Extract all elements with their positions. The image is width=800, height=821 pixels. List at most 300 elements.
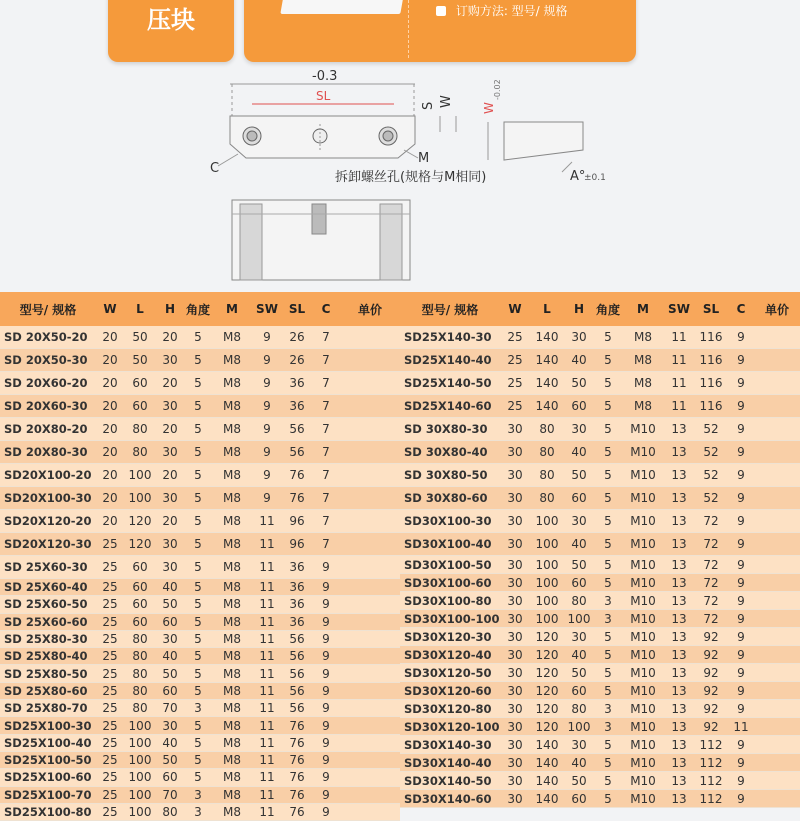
table-cell: M8 [212,441,252,464]
table-cell: 60 [564,682,594,700]
table-cell: 92 [694,664,728,682]
table-cell [754,510,800,533]
table-cell [754,628,800,646]
table-row [0,487,400,510]
table-row [400,628,800,646]
table-cell: 9 [728,592,754,610]
table-cell: 30 [500,682,530,700]
table-cell: 56 [282,648,312,665]
table-cell: 9 [252,349,282,372]
table-cell [340,734,400,751]
table-cell: 7 [312,395,340,418]
table-cell: 112 [694,772,728,790]
table-cell: 100 [124,803,156,820]
column-header: 角度 [594,292,622,326]
table-cell: 13 [664,441,694,464]
table-cell: 30 [500,646,530,664]
table-cell [754,418,800,441]
table-cell: 80 [156,803,184,820]
table-cell: 30 [500,592,530,610]
table-cell: 40 [156,734,184,751]
table-cell: 9 [728,790,754,808]
table-cell: 72 [694,574,728,592]
table-cell: 5 [594,628,622,646]
table-row [400,487,800,510]
table-cell: 9 [728,628,754,646]
column-header: 角度 [184,292,212,326]
table-cell: 100 [124,717,156,734]
table-cell: 60 [124,579,156,596]
model-cell: SD 20X80-20 [0,418,96,441]
bullet-icon [436,6,446,16]
table-cell: 25 [96,613,124,630]
table-cell: 9 [312,751,340,768]
table-cell [340,349,400,372]
table-cell: 50 [564,772,594,790]
table-cell: 30 [156,487,184,510]
table-cell [754,610,800,628]
table-cell [340,372,400,395]
table-cell: 9 [312,700,340,717]
table-cell: 40 [564,349,594,372]
table-cell: M8 [212,613,252,630]
table-cell: 9 [728,533,754,556]
table-cell: 116 [694,349,728,372]
table-header [400,292,800,326]
table-cell: 30 [156,441,184,464]
table-cell: 76 [282,803,312,820]
table-cell: 5 [184,418,212,441]
model-cell: SD 20X80-30 [0,441,96,464]
table-cell: 5 [184,372,212,395]
table-cell [340,326,400,349]
column-header: 单价 [754,292,800,326]
table-cell: 5 [184,751,212,768]
table-row [400,464,800,487]
table-cell: 13 [664,592,694,610]
table-cell: 9 [312,682,340,699]
table-header [0,292,400,326]
table-cell: 11 [664,349,694,372]
table-cell: 5 [594,574,622,592]
table-cell: M8 [212,372,252,395]
table-cell: 9 [728,487,754,510]
table-cell: 112 [694,736,728,754]
model-cell: SD25X140-60 [400,395,500,418]
table-cell: 5 [184,596,212,613]
table-cell [340,803,400,820]
table-cell: 13 [664,646,694,664]
model-cell: SD 25X80-40 [0,648,96,665]
table-cell: 76 [282,734,312,751]
table-cell: 9 [312,786,340,803]
table-cell: 60 [124,596,156,613]
table-cell: 80 [124,441,156,464]
table-cell: 9 [252,372,282,395]
table-cell: 7 [312,418,340,441]
table-cell: 100 [564,718,594,736]
table-cell: 92 [694,700,728,718]
table-cell: 80 [564,700,594,718]
model-cell: SD 30X80-60 [400,487,500,510]
table-cell: 9 [728,700,754,718]
table-cell: M8 [212,700,252,717]
table-cell: 20 [156,418,184,441]
model-cell: SD20X120-20 [0,510,96,533]
model-cell: SD 20X60-20 [0,372,96,395]
table-cell: M8 [212,418,252,441]
table-cell: 30 [564,628,594,646]
table-cell: 120 [530,700,564,718]
table-cell: 30 [500,510,530,533]
table-cell: 11 [252,510,282,533]
table-cell: 30 [500,441,530,464]
table-cell: M10 [622,700,664,718]
model-cell: SD20X100-20 [0,464,96,487]
model-cell: SD30X120-100 [400,718,500,736]
table-cell: 13 [664,628,694,646]
model-cell: SD30X100-40 [400,533,500,556]
table-cell: 25 [96,556,124,579]
table-cell: 11 [728,718,754,736]
table-row [0,510,400,533]
table-cell: 140 [530,372,564,395]
table-cell: 9 [252,441,282,464]
table-cell [340,751,400,768]
dim-c: C [210,161,220,176]
table-cell [754,349,800,372]
table-cell: 5 [184,326,212,349]
table-cell: 30 [500,418,530,441]
column-header: SL [282,292,312,326]
table-cell: 40 [156,648,184,665]
table-cell [340,682,400,699]
table-cell: 80 [124,700,156,717]
column-header: H [564,292,594,326]
table-cell: 25 [96,751,124,768]
table-cell: 3 [594,592,622,610]
table-cell: 40 [564,533,594,556]
table-cell: 20 [96,395,124,418]
table-row [0,326,400,349]
table-cell: 25 [96,803,124,820]
table-cell: 52 [694,441,728,464]
table-cell: 72 [694,556,728,574]
table-cell: 100 [530,610,564,628]
table-cell: 11 [252,648,282,665]
table-cell: M10 [622,556,664,574]
table-cell: 9 [728,510,754,533]
table-cell: 9 [728,441,754,464]
table-row [400,790,800,808]
model-cell: SD30X120-60 [400,682,500,700]
spec-table-right [400,292,800,806]
table-cell: 30 [500,754,530,772]
table-cell: 3 [594,718,622,736]
table-cell: 5 [594,441,622,464]
table-cell: 3 [184,786,212,803]
table-cell: 11 [252,533,282,556]
table-cell: 20 [156,372,184,395]
technical-drawing [0,70,800,290]
table-cell: 96 [282,533,312,556]
table-cell: M8 [212,630,252,647]
table-cell: 9 [728,754,754,772]
table-cell: M8 [212,326,252,349]
card-title: 压块 [147,6,195,34]
column-header: H [156,292,184,326]
table-row [0,717,400,734]
table-cell: 5 [184,734,212,751]
table-cell: 80 [530,418,564,441]
table-cell: M10 [622,441,664,464]
dim-a: A° [570,169,586,184]
table-cell: 80 [124,630,156,647]
table-cell: 72 [694,592,728,610]
table-cell: 50 [564,556,594,574]
table-row [0,372,400,395]
table-row [400,754,800,772]
table-row [400,326,800,349]
table-cell [754,395,800,418]
model-cell: SD30X100-100 [400,610,500,628]
table-cell: M8 [212,769,252,786]
table-cell: 13 [664,772,694,790]
table-cell: 80 [530,441,564,464]
table-cell: 25 [96,786,124,803]
model-cell: SD 25X80-50 [0,665,96,682]
table-cell: 30 [500,533,530,556]
table-row [400,418,800,441]
model-cell: SD 25X60-40 [0,579,96,596]
table-cell: 25 [500,349,530,372]
table-cell: 25 [500,372,530,395]
table-cell: 25 [500,326,530,349]
table-cell: 9 [252,395,282,418]
model-cell: SD25X140-30 [400,326,500,349]
column-header: 单价 [340,292,400,326]
table-cell: 140 [530,754,564,772]
model-cell: SD30X120-50 [400,664,500,682]
table-cell: 13 [664,574,694,592]
table-cell: 30 [500,628,530,646]
table-cell: 25 [96,665,124,682]
model-cell: SD25X140-40 [400,349,500,372]
table-cell: 7 [312,349,340,372]
table-cell: 56 [282,630,312,647]
table-cell: 116 [694,326,728,349]
table-cell: M8 [212,665,252,682]
table-cell: 3 [594,610,622,628]
dim-w-tolerance: -0.02 [493,79,502,100]
table-cell: 60 [564,574,594,592]
table-cell: M10 [622,418,664,441]
table-cell: 92 [694,718,728,736]
table-cell: 76 [282,786,312,803]
table-cell: 60 [156,769,184,786]
table-cell: 11 [252,556,282,579]
table-cell [340,510,400,533]
table-row [0,769,400,786]
table-cell: 50 [564,664,594,682]
table-cell: 13 [664,700,694,718]
table-cell: 30 [500,664,530,682]
table-cell: 9 [312,734,340,751]
table-cell: 9 [728,574,754,592]
table-cell: 5 [184,487,212,510]
table-cell [754,754,800,772]
column-header: M [212,292,252,326]
table-cell [754,574,800,592]
column-header: SL [694,292,728,326]
table-cell: 40 [564,754,594,772]
table-cell: M8 [212,395,252,418]
table-cell: 9 [312,579,340,596]
table-cell: 76 [282,487,312,510]
table-cell: M10 [622,790,664,808]
table-cell: 72 [694,533,728,556]
table-cell: 11 [252,596,282,613]
table-cell: 7 [312,326,340,349]
table-cell: 30 [500,610,530,628]
table-cell: M10 [622,682,664,700]
table-cell: 60 [156,613,184,630]
table-row [0,533,400,556]
table-cell: M10 [622,510,664,533]
table-cell: 5 [594,533,622,556]
table-cell [754,790,800,808]
table-cell: 25 [96,734,124,751]
table-cell: 5 [184,682,212,699]
table-cell: 50 [156,665,184,682]
table-cell: 70 [156,700,184,717]
table-cell: 5 [594,754,622,772]
table-cell: 92 [694,682,728,700]
table-row [400,395,800,418]
table-cell: 9 [252,487,282,510]
table-cell: 5 [184,579,212,596]
table-cell [754,556,800,574]
table-cell: 11 [252,682,282,699]
table-cell: M10 [622,533,664,556]
model-cell: SD30X120-30 [400,628,500,646]
table-cell: 20 [96,418,124,441]
column-header: 型号/ 规格 [400,292,500,326]
table-cell [340,418,400,441]
table-cell: 30 [564,326,594,349]
table-cell [754,736,800,754]
table-cell: 120 [530,646,564,664]
table-cell: 11 [252,717,282,734]
table-cell: 100 [530,533,564,556]
table-cell: 11 [252,665,282,682]
table-cell: 40 [564,646,594,664]
table-cell [340,648,400,665]
table-cell: 20 [96,441,124,464]
table-cell: 9 [312,717,340,734]
order-method-text: 订购方法: 型号/ 规格 [455,4,568,18]
leader-m [404,150,418,158]
model-cell: SD 25X80-30 [0,630,96,647]
leader-c [218,154,238,166]
table-cell: 80 [124,418,156,441]
table-cell: 11 [252,751,282,768]
model-cell: SD 30X80-30 [400,418,500,441]
table-cell: 11 [664,372,694,395]
table-cell: 30 [156,630,184,647]
table-row [0,596,400,613]
table-cell: 80 [124,682,156,699]
table-cell: 50 [124,349,156,372]
table-cell: 5 [594,487,622,510]
table-cell: 80 [124,648,156,665]
table-cell: 80 [124,665,156,682]
table-cell: 5 [184,630,212,647]
table-cell: M8 [212,682,252,699]
table-cell: 52 [694,487,728,510]
table-cell [754,464,800,487]
table-cell: M8 [212,510,252,533]
model-cell: SD25X100-60 [0,769,96,786]
table-cell: 112 [694,754,728,772]
table-cell: 9 [312,596,340,613]
table-cell [340,665,400,682]
dim-w-side: W [482,102,496,114]
table-row [0,464,400,487]
table-cell: M8 [212,734,252,751]
table-cell: 72 [694,510,728,533]
table-row [400,574,800,592]
table-cell: 5 [184,648,212,665]
table-cell: 25 [96,533,124,556]
table-cell: 5 [594,790,622,808]
table-cell: 3 [184,803,212,820]
table-cell: 7 [312,510,340,533]
table-cell: 7 [312,441,340,464]
table-row [0,751,400,768]
table-cell: 76 [282,717,312,734]
table-cell: 5 [184,464,212,487]
table-cell: 100 [124,786,156,803]
table-cell: 120 [530,628,564,646]
section-hatch-right [380,204,402,280]
model-cell: SD25X100-80 [0,803,96,820]
table-cell: 60 [156,682,184,699]
table-cell: 140 [530,349,564,372]
header-area [0,0,800,70]
table-cell: 25 [96,596,124,613]
table-cell: 26 [282,326,312,349]
table-cell: 13 [664,487,694,510]
table-cell: 11 [252,734,282,751]
table-cell: 30 [156,395,184,418]
table-cell: 7 [312,372,340,395]
table-cell: 56 [282,700,312,717]
table-row [400,736,800,754]
table-cell [340,630,400,647]
table-cell: 20 [156,510,184,533]
table-cell: 9 [728,349,754,372]
table-cell: M10 [622,718,664,736]
table-cell: 30 [500,718,530,736]
table-cell: 13 [664,533,694,556]
column-header: L [530,292,564,326]
table-cell: M8 [212,349,252,372]
table-cell: 60 [124,395,156,418]
table-cell: M8 [622,349,664,372]
table-cell: 9 [312,556,340,579]
table-row [0,665,400,682]
